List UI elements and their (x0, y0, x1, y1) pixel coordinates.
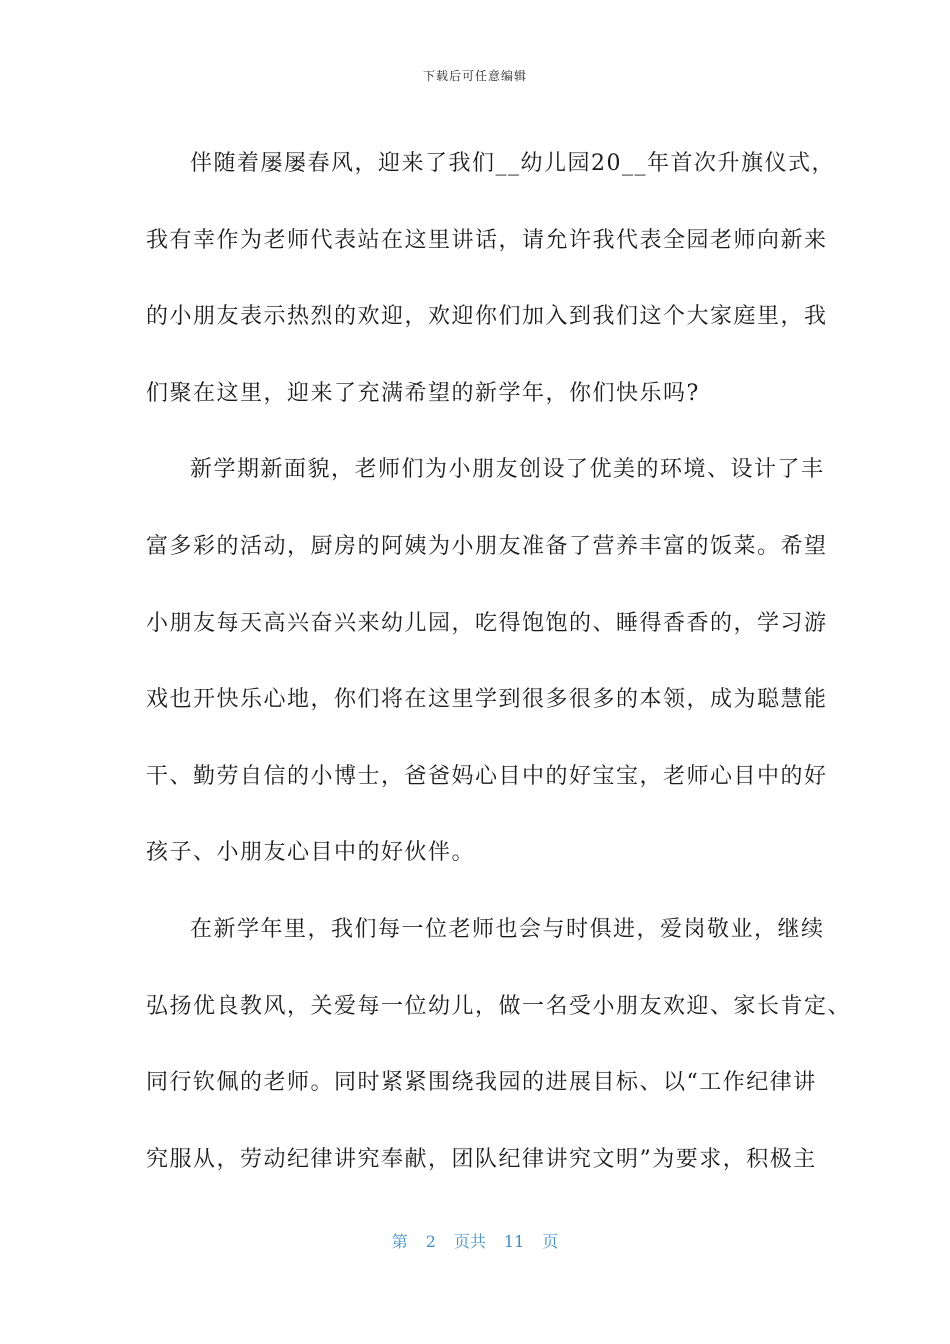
page-label-mid: 页共 (453, 1232, 486, 1251)
paragraph-line: 的小朋友表示热烈的欢迎，欢迎你们加入到我们这个大家庭里，我 (146, 304, 828, 330)
page-label-suffix: 页 (542, 1232, 559, 1251)
total-pages-number: 11 (503, 1232, 525, 1251)
paragraph-line: 究服从，劳动纪律讲究奉献，团队纪律讲究文明”为要求，积极主 (146, 1146, 817, 1172)
paragraph-line: 孩子、小朋友心目中的好伙伴。 (146, 840, 476, 866)
paragraph-line: 干、勤劳自信的小博士，爸爸妈心目中的好宝宝，老师心目中的好 (146, 763, 828, 789)
current-page-number: 2 (425, 1232, 436, 1251)
paragraph-1 (146, 126, 835, 432)
paragraph-line: 们聚在这里，迎来了充满希望的新学年，你们快乐吗? (146, 380, 700, 406)
paragraph-line: 小朋友每天高兴奋兴来幼儿园，吃得饱饱的、睡得香香的，学习游 (146, 610, 828, 636)
paragraph-line: 富多彩的活动，厨房的阿姨为小朋友准备了营养丰富的饭菜。希望 (146, 533, 828, 559)
paragraph-line: 戏也开快乐心地，你们将在这里学到很多很多的本领，成为聪慧能 (146, 687, 828, 713)
paragraph-line: 伴随着屡屡春风，迎来了我们__幼儿园20__年首次升旗仪式， (190, 151, 835, 176)
page-header: 下载后可任意编辑 (422, 69, 527, 83)
paragraph-line: 弘扬优良教风，关爱每一位幼儿，做一名受小朋友欢迎、家长肯定、 (146, 993, 852, 1019)
paragraph-2 (146, 432, 828, 892)
document-body (146, 126, 852, 1198)
page-label-prefix: 第 (391, 1232, 408, 1251)
paragraph-line: 在新学年里，我们每一位老师也会与时俱进，爱岗敬业，继续 (190, 916, 825, 942)
page-footer (0, 1229, 950, 1252)
paragraph-line: 新学期新面貌，老师们为小朋友创设了优美的环境、设计了丰 (190, 457, 825, 483)
paragraph-3 (146, 892, 852, 1198)
paragraph-line: 我有幸作为老师代表站在这里讲话，请允许我代表全园老师向新来 (146, 227, 828, 253)
paragraph-line: 同行钦佩的老师。同时紧紧围绕我园的进展目标、以“工作纪律讲 (146, 1070, 817, 1096)
